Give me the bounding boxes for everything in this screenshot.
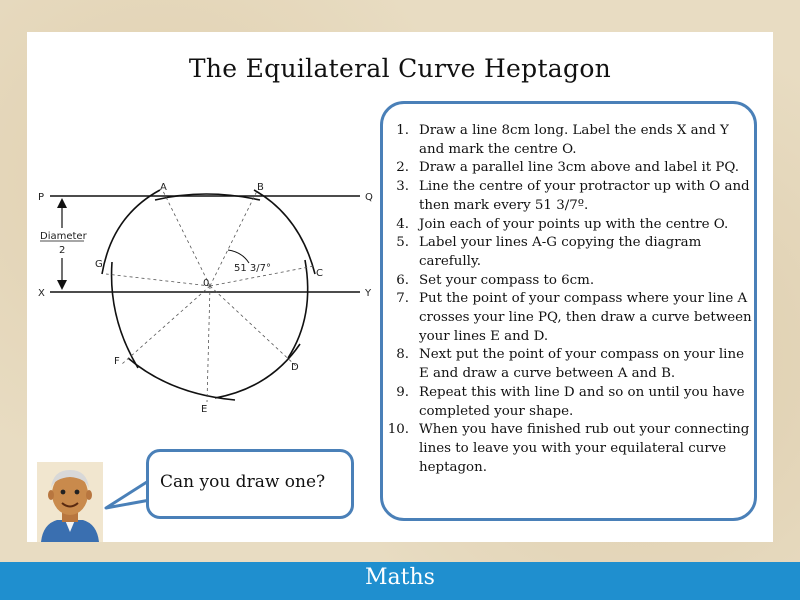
teacher-avatar: [37, 462, 103, 542]
point-c-label: C: [316, 268, 323, 279]
step-item: 4. Join each of your points up with the centre O.: [396, 216, 729, 232]
heptagon-diagram: [30, 176, 380, 416]
label-x: X: [38, 288, 45, 299]
arrow-up-icon: [57, 198, 67, 208]
diameter-divisor: 2: [59, 245, 66, 256]
point-e-label: E: [201, 404, 208, 415]
page-title: The Equilateral Curve Heptagon: [188, 54, 612, 83]
step-item: 3. Line the centre of your protractor up with O and then mark every 51 3/7º.: [396, 179, 750, 213]
label-y: Y: [365, 288, 372, 299]
step-item: 8. Next put the point of your compass on your line E and draw a curve between A and B.: [396, 347, 744, 382]
point-g-label: G: [95, 259, 103, 270]
step-item: 6. Set your compass to 6cm.: [396, 272, 595, 288]
step-item: 1. Draw a line 8cm long. Label the ends X and Y and mark the centre O.: [396, 123, 729, 157]
diameter-label: Diameter: [40, 231, 87, 242]
point-a-label: A: [160, 182, 167, 193]
heptagon-curves: [102, 190, 315, 400]
footer-label: Maths: [365, 565, 435, 590]
angle-label: 51 3/7°: [234, 263, 271, 274]
step-item: 7. Put the point of your compass where your line A crosses your line PQ, then draw a curve between your lines E and D.: [396, 291, 752, 344]
point-b-label: B: [257, 182, 264, 193]
step-item: 9. Repeat this with line D and so on until you have completed your shape.: [396, 384, 745, 419]
step-item: 2. Draw a parallel line 3cm above and label it PQ.: [396, 160, 739, 176]
label-p: P: [38, 192, 45, 203]
arrow-down-icon: [57, 280, 67, 290]
construction-lines: [106, 191, 314, 402]
point-f-label: F: [114, 356, 120, 367]
label-q: Q: [365, 192, 373, 203]
centre-label: 0: [203, 278, 210, 289]
speech-text: Can you draw one?: [160, 472, 326, 492]
step-item: 5. Label your lines A-G copying the diagram carefully.: [396, 235, 702, 269]
step-item: 10. When you have finished rub out your connecting lines to leave you with your equilateral curve heptagon.: [387, 422, 750, 475]
point-d-label: D: [291, 362, 299, 373]
instructions-list: [387, 122, 757, 477]
